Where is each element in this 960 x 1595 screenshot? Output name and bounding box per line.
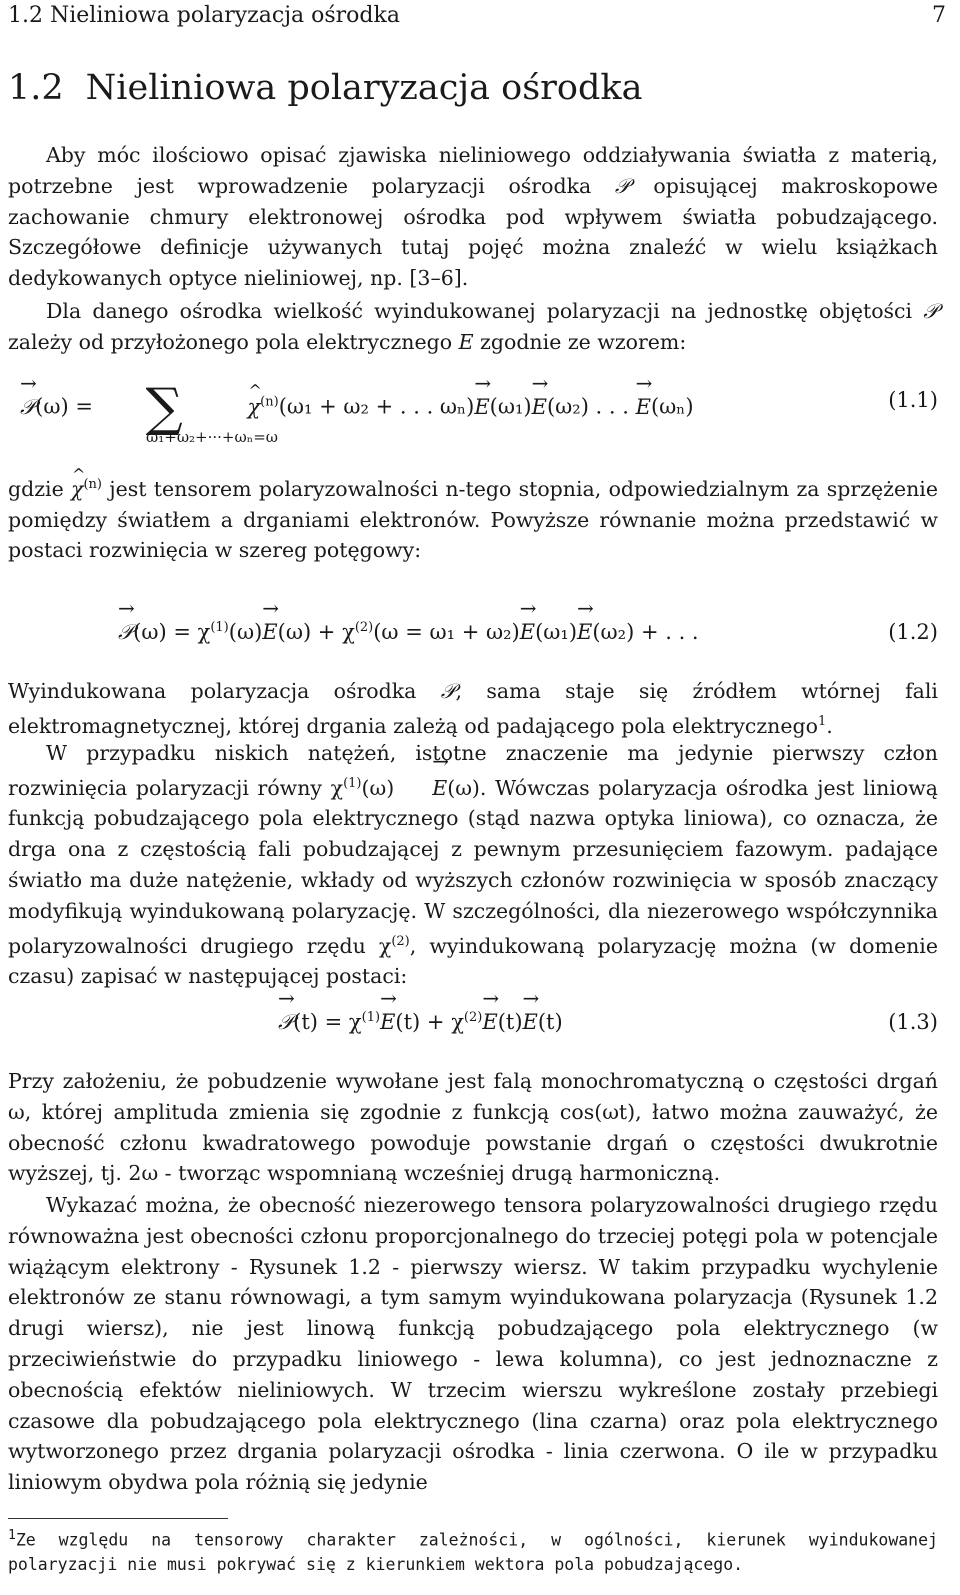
polarization-vector: → 𝒫 [278,1010,293,1035]
text: , sama staje się źródłem wtórnej fali elektromagnetycznej, której drgania zależą od padającego pola elektrycznego [8,679,938,738]
equation-number: (1.1) [888,388,938,412]
text: , wyindukowaną polaryzację można (w domenie czasu) zapisać w następującej postaci: [8,933,938,989]
field-vector: → E [577,620,592,644]
chi-order: (n) [83,477,102,492]
running-head [8,2,946,30]
equation-term: (t) = χ [293,1010,362,1034]
text: opisującej makroskopowe zachowanie chmury elektronowej ośrodka pod wpływem światła pobudzającego. Szczegółowe definicje używanych tutaj pojęć można znaleźć w wielu książkach dedykowanych optyce nieliniowej, np. [3–6]. [8,173,938,291]
text: Dla danego ośrodka wielkość wyindukowanej polaryzacji na jednostkę objętości [46,299,924,323]
paragraph-low-intensity [8,738,938,992]
order: (1) [361,1010,381,1025]
text: W przypadku niskich natężeń, istotne znaczenie ma jedynie pierwszy człon rozwinięcia polaryzacji równy χ [8,741,938,800]
field-vector: → E [262,620,277,644]
polarization-symbol: 𝒫 [614,173,630,198]
order: (2) [354,620,374,635]
equation-number: (1.2) [888,620,938,644]
section-title: Nieliniowa polaryzacja ośrodka [85,68,643,108]
field-arg: (ω₂) . . . [546,394,636,419]
chi-symbol: χ [71,476,84,501]
sum-subscript: ω₁+ω₂+···+ωₙ=ω [146,428,279,446]
sum-sign: ∑ [145,378,183,438]
equation-1-1 [8,378,938,446]
field-symbol: E [458,329,474,354]
equation-term: (t) [537,1010,563,1034]
order: (2) [463,1010,483,1025]
field-arg: (ω₁) [489,394,532,419]
equation-term: (ω₁) [535,620,578,644]
field-vector: → E [474,395,489,419]
polarization-symbol: 𝒫 [440,679,456,703]
chi-arguments: (ω₁ + ω₂ + . . . ωₙ) [278,394,475,419]
field-vector: → E [532,395,547,419]
equation-term: (t) [497,1010,523,1034]
text: (ω) [361,775,395,800]
order: (2) [391,933,410,949]
equation-term: (ω₂) + . . . [592,620,699,644]
paragraph-definition [8,296,938,358]
footnote-rule [8,1518,228,1519]
paragraph-tensor [8,470,938,566]
paragraph-potential: Wykazać można, że obecność niezerowego tensora polaryzowalności drugiego rzędu równoważna jest obecności członu proporcjonalnego do trzeciej potęgi pola w potencjale wiążącym elektrony - Rysunek 1.2 - pierwszy wiersz. W takim przypadku wychylenie elektronów ze stanu równowagi, a tym samym wyindukowana polaryzacja (Rysunek 1.2 drugi wiersz), nie jest linową funkcją pobudzającego pola elektrycznego (w przeciwieństwie do przypadku liniowego - lewa kolumna), co jest jednoznaczne z obecnością efektów nieliniowych. W trzecim wierszu wykreślone zostały przebiegi czasowe dla pobudzającego pola elektrycznego (lina czarna) oraz pola elektrycznego wytworzonego przez drgania polaryzacji ośrodka - linia czerwona. O ile w przypadku liniowym obydwa pola różnią się jedynie [8,1193,938,1495]
text: gdzie [8,476,72,501]
order: (1) [343,775,362,791]
polarization-symbol: 𝒫 [923,299,938,323]
field-vector: → E [380,1010,395,1034]
equation-term: (ω) + χ [277,620,355,644]
paragraph-monochromatic: Przy założeniu, że pobudzenie wywołane jest falą monochromatyczną o częstości drgań ω, której amplituda zmienia się zgodnie z funkcją cos(ωt), łatwo można zauważyć, że obecność członu kwadratowego powoduje powstanie drgań o częstości dwukrotnie wyższej, tj. 2ω - tworząc wspomnianą wcześniej drugą harmoniczną. [8,1069,938,1186]
text: zgodnie ze wzorem: [473,329,687,354]
chi-hat [247,395,260,419]
text: Wyindukowana polaryzacja ośrodka [8,679,441,703]
footnote-mark: 1 [8,1528,16,1543]
field-vector: → E [636,395,651,419]
running-head-title: 1.2 Nieliniowa polaryzacja ośrodka [8,3,400,28]
field-vector: → E [520,620,535,644]
chi-order: (n) [260,394,279,410]
page-number: 7 [932,3,946,28]
polarization-vector: → 𝒫 [118,620,133,645]
chi-symbol: χ [247,394,261,419]
footnote-text: Ze względu na tensorowy charakter zależności, w ogólności, kierunek wyindukowanej polaryzacji nie musi pokrywać się z kierunkiem wektora pola pobudzającego. [8,1530,938,1574]
equation-1-3 [8,1010,938,1050]
chi-hat [71,474,83,505]
equation-term: (ω = ω₁ + ω₂) [373,620,520,644]
polarization-vector: → 𝒫 [20,395,35,420]
field-vector: → E [523,1010,538,1034]
field-vector: → E [394,773,447,804]
paragraph-intro [8,140,938,294]
text: zależy od przyłożonego pola elektrycznego [8,329,459,354]
text: jest tensorem polaryzowalności n-tego stopnia, odpowiedzialnym za sprzężenie pomiędzy światłem a drganiami elektronów. Powyższe równanie można przedstawić w postaci rozwinięcia w szereg potęgowy: [8,476,938,563]
text: (ω). Wówczas polaryzacja ośrodka jest liniową funkcją pobudzającego pola elektrycznego (stąd nazwa optyka liniowa), co oznacza, że drga ona z częstością fali pobudzającej z pewnym przesunięciem fazowym. padające światło ma duże natężenie, wkłady od wyższych członów rozwinięcia w sposób znaczący modyfikują wyindukowaną polaryzację. W szczególności, dla niezerowego współczynnika polaryzowalności drugiego rzędu χ [8,775,938,958]
field-vector: → E [482,1010,497,1034]
equation-term: (t) + χ [395,1010,464,1034]
text: . [826,713,833,738]
section-heading [8,66,642,110]
equation-term: (ω) [228,620,263,644]
equation-number: (1.3) [888,1010,938,1034]
equation-lhs: (ω) = [35,394,93,419]
footnote [8,1524,938,1577]
equation-body [278,1010,563,1035]
section-number: 1.2 [8,68,64,108]
equation-body [118,620,699,645]
order: (1) [210,620,229,635]
text: Aby móc ilościowo opisać zjawiska nieliniowego oddziaływania światła z materią, potrzebne jest wprowadzenie polaryzacji ośrodka [8,143,938,198]
footnote-mark[interactable]: 1 [817,713,827,729]
paragraph-secondary-source [8,676,938,741]
equation-term: (ω) = χ [133,620,211,644]
equation-1-2 [8,620,938,660]
field-arg: (ωₙ) [650,394,694,419]
